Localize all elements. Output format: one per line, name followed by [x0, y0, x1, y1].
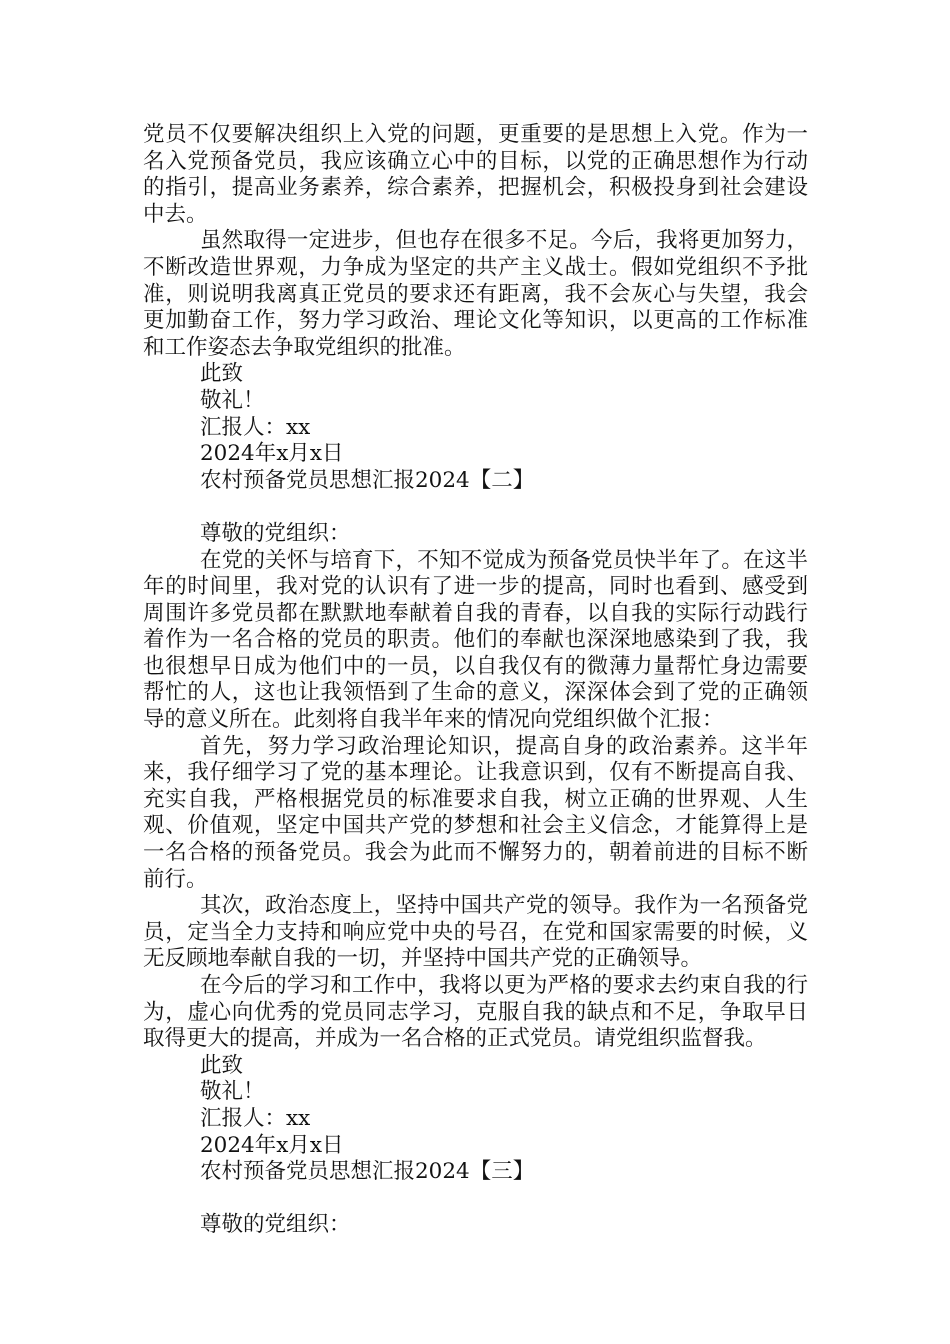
paragraph-shortcomings: 虽然取得一定进步，但也存在很多不足。今后，我将更加努力，不断改造世界观，力争成为坚定的共产主义战士。假如党组织不予批准，则说明我离真正党员的要求还有距离，我不会灰心与失望，我会更加勤奋工作，努力学习政治、理论文化等知识，以更高的工作标准和工作姿态去争取党组织的批准。	[143, 228, 808, 360]
date-line-2: 2024年x月x日	[200, 1132, 344, 1158]
document-body	[143, 122, 808, 1239]
paragraph-first: 首先，努力学习政治理论知识，提高自身的政治素养。这半年来，我仔细学习了党的基本理论。让我意识到，仅有不断提高自我、充实自我，严格根据党员的标准要求自我，树立正确的世界观、人生观、价值观，坚定中国共产党的梦想和社会主义信念，才能算得上是一名合格的预备党员。我会为此而不懈努力的，朝着前进的目标不断前行。	[143, 733, 808, 892]
greeting-3: 尊敬的党组织：	[200, 1212, 351, 1238]
paragraph-intro: 党员不仅要解决组织上入党的问题，更重要的是思想上入党。作为一名入党预备党员，我应该确立心中的目标，以党的正确思想作为行动的指引，提高业务素养，综合素养，把握机会，积极投身到社会建设中去。	[143, 122, 808, 227]
blank-line	[143, 494, 808, 521]
greeting-2: 尊敬的党组织：	[200, 520, 351, 546]
closing-salutation: 此致	[200, 361, 244, 387]
reporter-line-2: 汇报人：xx	[200, 1105, 311, 1131]
reporter-line: 汇报人：xx	[200, 414, 311, 440]
closing-regards-2: 敬礼！	[200, 1079, 265, 1105]
closing-regards: 敬礼！	[200, 387, 265, 413]
paragraph-future: 在今后的学习和工作中，我将以更为严格的要求去约束自我的行为，虚心向优秀的党员同志学习，克服自我的缺点和不足，争取早日取得更大的提高，并成为一名合格的正式党员。请党组织监督我。	[143, 973, 808, 1052]
section-title-2: 农村预备党员思想汇报2024【二】	[200, 467, 535, 493]
section-title-3: 农村预备党员思想汇报2024【三】	[200, 1159, 535, 1185]
closing-salutation-2: 此致	[200, 1052, 244, 1078]
blank-line-2	[143, 1186, 808, 1213]
paragraph-care: 在党的关怀与培育下，不知不觉成为预备党员快半年了。在这半年的时间里，我对党的认识有了进一步的提高，同时也看到、感受到周围许多党员都在默默地奉献着自我的青春，以自我的实际行动践行着作为一名合格的党员的职责。他们的奉献也深深地感染到了我，我也很想早日成为他们中的一员，以自我仅有的微薄力量帮忙身边需要帮忙的人，这也让我领悟到了生命的意义，深深体会到了党的正确领导的意义所在。此刻将自我半年来的情况向党组织做个汇报：	[143, 547, 808, 733]
date-line: 2024年x月x日	[200, 441, 344, 467]
paragraph-second: 其次，政治态度上，坚持中国共产党的领导。我作为一名预备党员，定当全力支持和响应党中央的号召，在党和国家需要的时候，义无反顾地奉献自我的一切，并坚持中国共产党的正确领导。	[143, 893, 808, 972]
